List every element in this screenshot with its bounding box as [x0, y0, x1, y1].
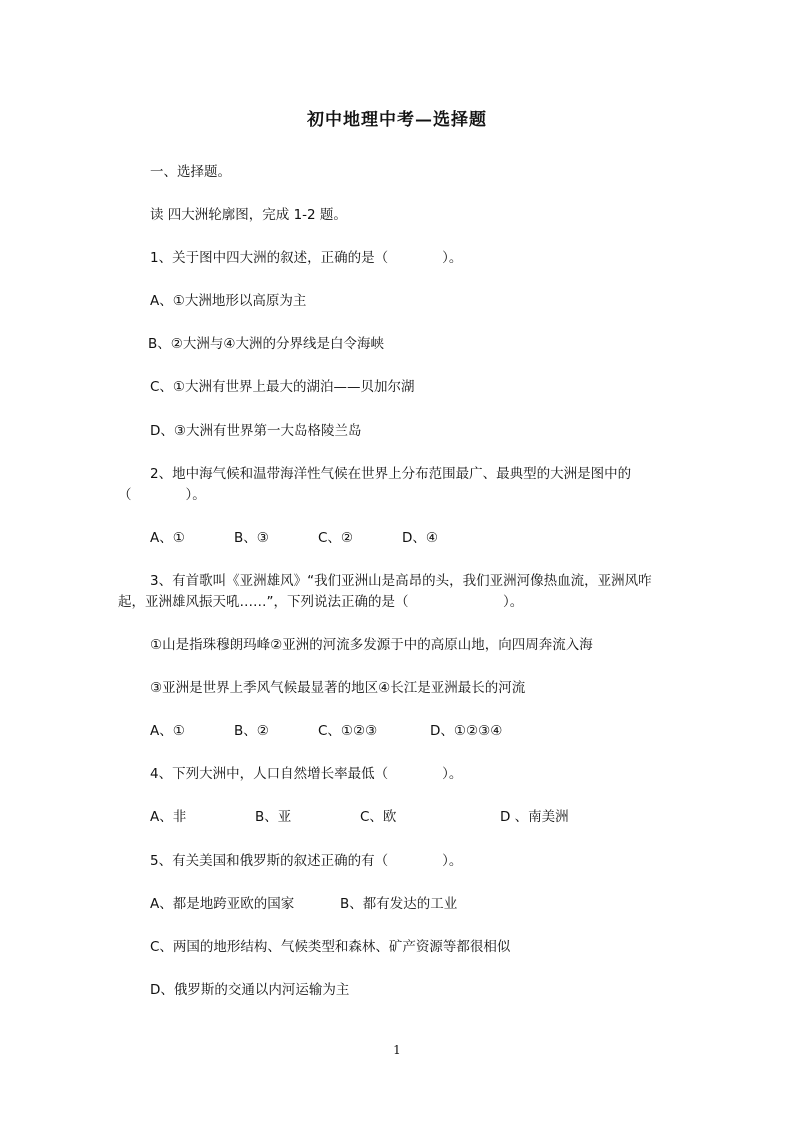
question-4-option-b: B、亚	[255, 809, 292, 825]
section-heading: 一、选择题。	[150, 164, 231, 180]
question-3-option-a: A、①	[150, 723, 185, 739]
question-5-option-a: A、都是地跨亚欧的国家	[150, 896, 295, 912]
question-5-option-c: C、两国的地形结构、气候类型和森林、矿产资源等都很相似	[150, 939, 511, 955]
question-3-stem-line1: 3、有首歌叫《亚洲雄风》“我们亚洲山是高昂的头，我们亚洲河像热血流，亚洲风咋	[150, 573, 652, 589]
question-3-statement-2: ③亚洲是世界上季风气候最显著的地区④长江是亚洲最长的河流	[150, 680, 526, 696]
question-1-option-d: D、③大洲有世界第一大岛格陵兰岛	[150, 423, 362, 439]
question-5-option-b: B、都有发达的工业	[340, 896, 458, 912]
page-title: 初中地理中考—选择题	[307, 110, 487, 130]
question-3-option-d: D、①②③④	[430, 723, 503, 739]
question-1-option-a: A、①大洲地形以高原为主	[150, 293, 307, 309]
question-3-statement-1: ①山是指珠穆朗玛峰②亚洲的河流多发源于中的高原山地，向四周奔流入海	[150, 637, 593, 653]
question-4-option-a: A、非	[150, 809, 187, 825]
question-2-option-c: C、②	[318, 530, 354, 546]
question-2-option-d: D、④	[402, 530, 438, 546]
question-4-option-d: D 、南美洲	[500, 809, 569, 825]
question-3-option-b: B、②	[234, 723, 269, 739]
question-3-stem-line2: 起，亚洲雄风振天吼……”，下列说法正确的是（ ）。	[118, 594, 524, 610]
question-4-stem: 4、下列大洲中，人口自然增长率最低（ ）。	[150, 766, 463, 782]
intro-text: 读 四大洲轮廓图，完成 1-2 题。	[150, 207, 347, 223]
question-5-stem: 5、有关美国和俄罗斯的叙述正确的有（ ）。	[150, 853, 463, 869]
question-1-stem: 1、关于图中四大洲的叙述，正确的是（ ）。	[150, 250, 463, 266]
question-2-stem-line1: 2、地中海气候和温带海洋性气候在世界上分布范围最广、最典型的大洲是图中的	[150, 466, 632, 482]
question-2-option-b: B、③	[234, 530, 269, 546]
question-1-option-b: B、②大洲与④大洲的分界线是白令海峡	[148, 336, 384, 352]
question-2-option-a: A、①	[150, 530, 185, 546]
page-number: 1	[393, 1043, 401, 1057]
question-2-stem-line2: （ ）。	[118, 487, 206, 503]
question-5-option-d: D、俄罗斯的交通以内河运输为主	[150, 982, 350, 998]
question-3-option-c: C、①②③	[318, 723, 378, 739]
question-1-option-c: C、①大洲有世界上最大的湖泊——贝加尔湖	[150, 379, 415, 395]
question-4-option-c: C、欧	[360, 809, 397, 825]
